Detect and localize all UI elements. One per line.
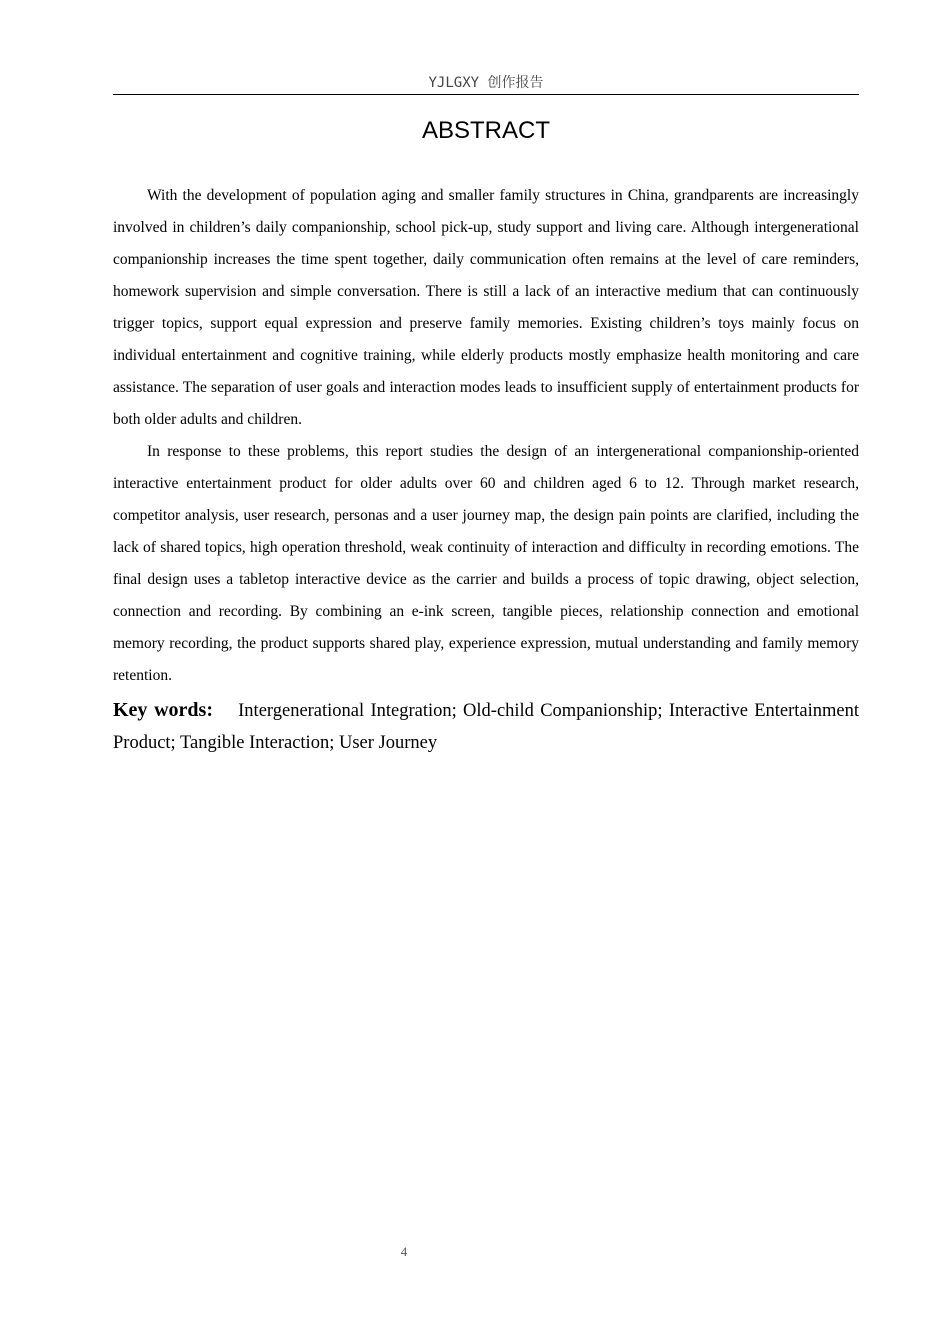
keywords-line bbox=[113, 694, 859, 759]
page-number: 4 bbox=[400, 1244, 408, 1259]
keywords-text: Intergenerational Integration; Old-child Companionship; Interactive Entertainment Product; Tangible Interaction; User Journey bbox=[113, 701, 859, 753]
abstract-paragraph-1: With the development of population aging and smaller family structures in China, grandparents are increasingly involved in children’s daily companionship, school pick-up, study support and living care. Although intergenerational companionship increases the time spent together, daily communication often remains at the level of care reminders, homework supervision and simple conversation. There is still a lack of an interactive medium that can continuously trigger topics, support equal expression and preserve family memories. Existing children’s toys mainly focus on individual entertainment and cognitive training, while elderly products mostly emphasize health monitoring and care assistance. The separation of user goals and interaction modes leads to insufficient supply of entertainment products for both older adults and children. bbox=[113, 187, 859, 428]
keywords-label: Key words: bbox=[113, 699, 213, 721]
abstract-paragraph-2: In response to these problems, this report studies the design of an intergenerational companionship-oriented interactive entertainment product for older adults over 60 and children aged 6 to 12. Through market research, competitor analysis, user research, personas and a user journey map, the design pain points are clarified, including the lack of shared topics, high operation threshold, weak continuity of interaction and difficulty in recording emotions. The final design uses a tabletop interactive device as the carrier and builds a process of topic drawing, object selection, connection and recording. By combining an e-ink screen, tangible pieces, relationship connection and emotional memory recording, the product supports shared play, experience expression, mutual understanding and family memory retention. bbox=[113, 443, 859, 684]
abstract-body bbox=[113, 180, 859, 759]
abstract-title: ABSTRACT bbox=[421, 117, 550, 144]
running-header: YJLGXY 创作报告 bbox=[428, 75, 544, 91]
header-rule bbox=[113, 94, 859, 95]
